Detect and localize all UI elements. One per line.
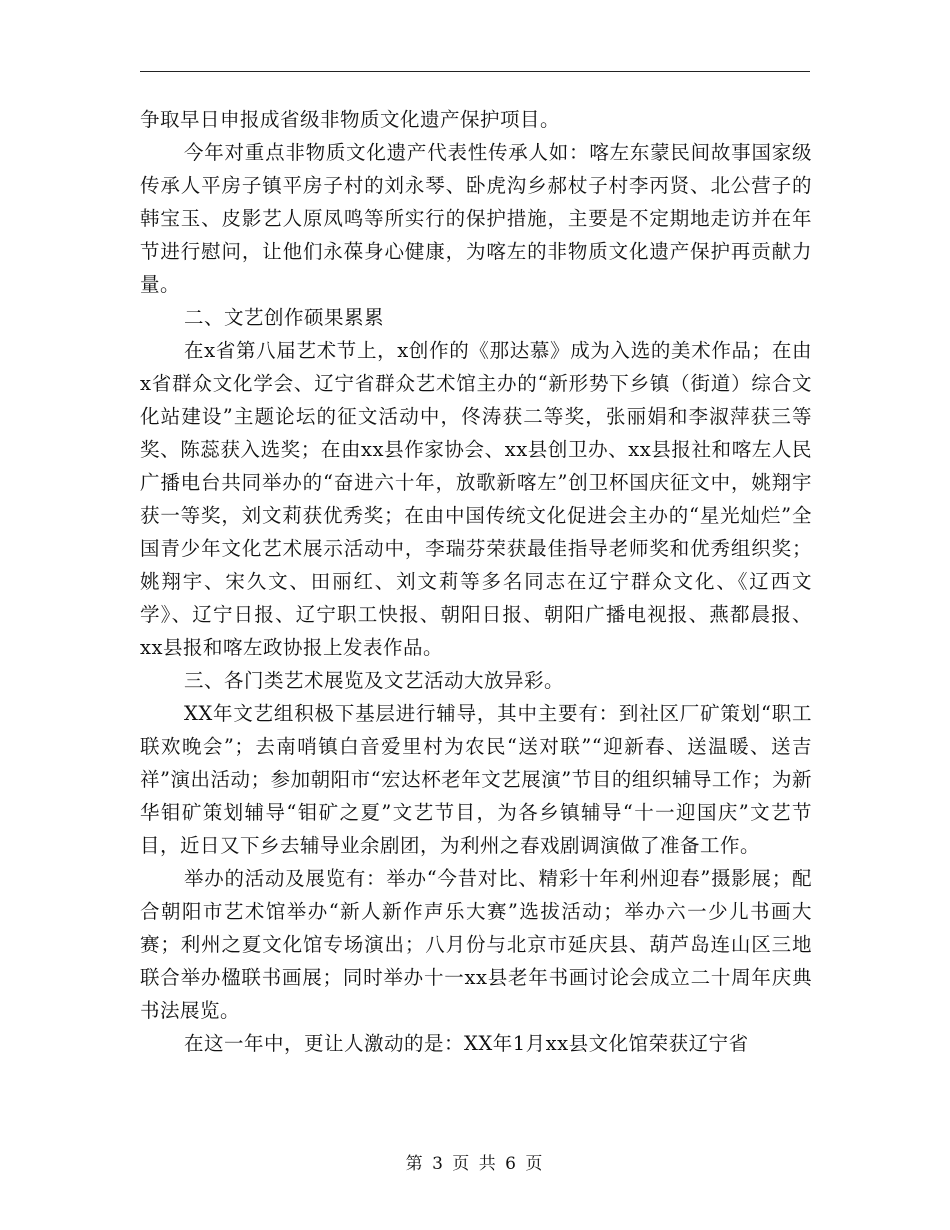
paragraph: 今年对重点非物质文化遗产代表性传承人如：喀左东蒙民间故事国家级传承人平房子镇平房子村的刘永琴、卧虎沟乡郝杖子村李丙贤、北公营子的韩宝玉、皮影艺人原凤鸣等所实行的保护措施，主要是不定期地走访并在年节进行慰问，让他们永葆身心健康，为喀左的非物质文化遗产保护再贡献力量。 [140,141,812,296]
paragraph: 在这一年中，更让人激动的是：XX年1月xx县文化馆荣获辽宁省 [184,1032,749,1055]
page-number-footer: 第 3 页 共 6 页 [405,1154,545,1174]
paragraph: XX年文艺组积极下基层进行辅导，其中主要有：到社区厂矿策划“职工联欢晚会”；去南哨镇白音爱里村为农民“送对联”“迎新春、送温暖、送吉祥”演出活动；参加朝阳市“宏达杯老年文艺展演”节目的组织辅导工作；为新华钼矿策划辅导“钼矿之夏”文艺节目，为各乡镇辅导“十一迎国庆”文艺节目，近日又下乡去辅导业余剧团，为利州之春戏剧调演做了准备工作。 [140,702,812,857]
section-heading: 三、各门类艺术展览及文艺活动大放异彩。 [184,669,565,692]
paragraph: 在x省第八届艺术节上，x创作的《那达慕》成为入选的美术作品；在由x省群众文化学会、辽宁省群众艺术馆主办的“新形势下乡镇（街道）综合文化站建设”主题论坛的征文活动中，佟涛获二等奖，张丽娟和李淑萍获三等奖、陈蕊获入选奖；在由xx县作家协会、xx县创卫办、xx县报社和喀左人民广播电台共同举办的“奋进六十年，放歌新喀左”创卫杯国庆征文中，姚翔宇获一等奖，刘文莉获优秀奖；在由中国传统文化促进会主办的“星光灿烂”全国青少年文化艺术展示活动中，李瑞芬荣获最佳指导老师奖和优秀组织奖；姚翔宇、宋久文、田丽红、刘文莉等多名同志在辽宁群众文化、《辽西文学》、辽宁日报、辽宁职工快报、朝阳日报、朝阳广播电视报、燕都晨报、xx县报和喀左政协报上发表作品。 [140,339,812,659]
document-body [140,103,812,1060]
section-heading: 二、文艺创作硕果累累 [184,306,385,329]
paragraph: 举办的活动及展览有：举办“今昔对比、精彩十年利州迎春”摄影展；配合朝阳市艺术馆举办“新人新作声乐大赛”选拔活动；举办六一少儿书画大赛；利州之夏文化馆专场演出；八月份与北京市延庆县、葫芦岛连山区三地联合举办楹联书画展；同时举办十一xx县老年书画讨论会成立二十周年庆典书法展览。 [140,867,812,1022]
header-rule [140,71,810,72]
paragraph: 争取早日申报成省级非物质文化遗产保护项目。 [140,108,561,131]
